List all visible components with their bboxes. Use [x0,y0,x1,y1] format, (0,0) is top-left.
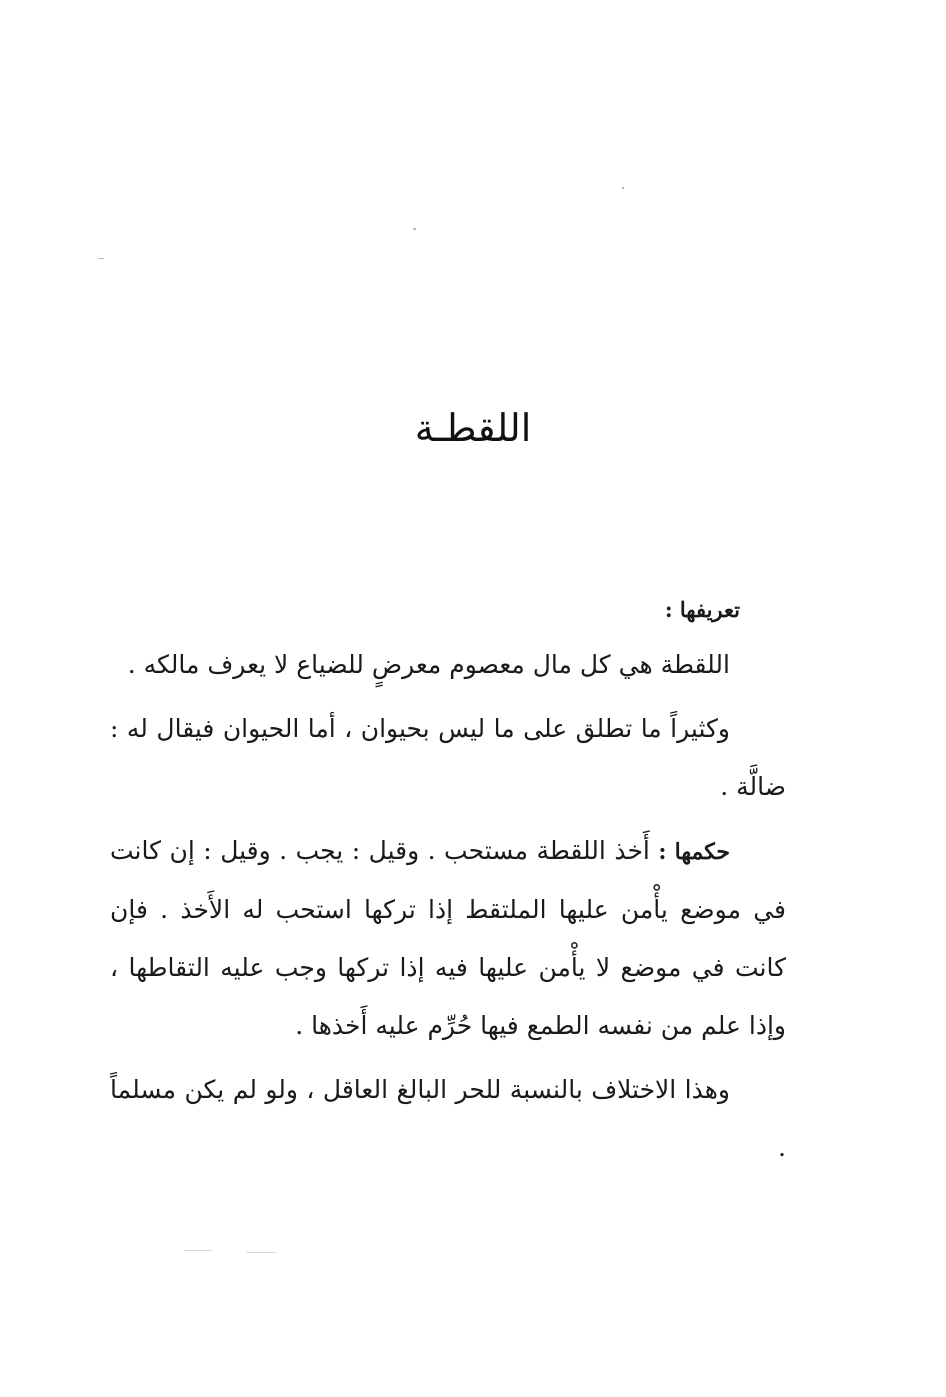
ruling-paragraph [110,822,786,1055]
chapter-title: اللقطـة [414,406,532,450]
speck [98,258,104,259]
ruling-text: أَخذ اللقطة مستحب . وقيل : يجب . وقيل : إن كانت في موضع يأْمن عليها الملتقط إذا تركها استحب له الأَخذ . فإن كانت في موضع لا يأْمن عليها فيه إذا تركها وجب عليه التقاطها ، وإذا علم من نفسه الطمع فيها حُرِّم عليه أَخذها . [110,836,786,1040]
usage-paragraph: وكثيراً ما تطلق على ما ليس بحيوان ، أما الحيوان فيقال له : ضالَّة . [110,714,786,801]
definition-paragraph: اللقطة هي كل مال معصوم معرضٍ للضياع لا يعرف مالكه . [127,650,730,679]
definition-heading: تعريفها : [664,597,740,622]
speck [622,187,624,189]
speck [413,228,416,230]
ruling-label: حكمها : [658,839,730,865]
chapter-body [110,588,786,1183]
difference-paragraph: وهذا الاختلاف بالنسبة للحر البالغ العاقل ، ولو لم يكن مسلماً . [110,1075,786,1162]
speck [184,1250,212,1251]
speck [246,1252,276,1253]
